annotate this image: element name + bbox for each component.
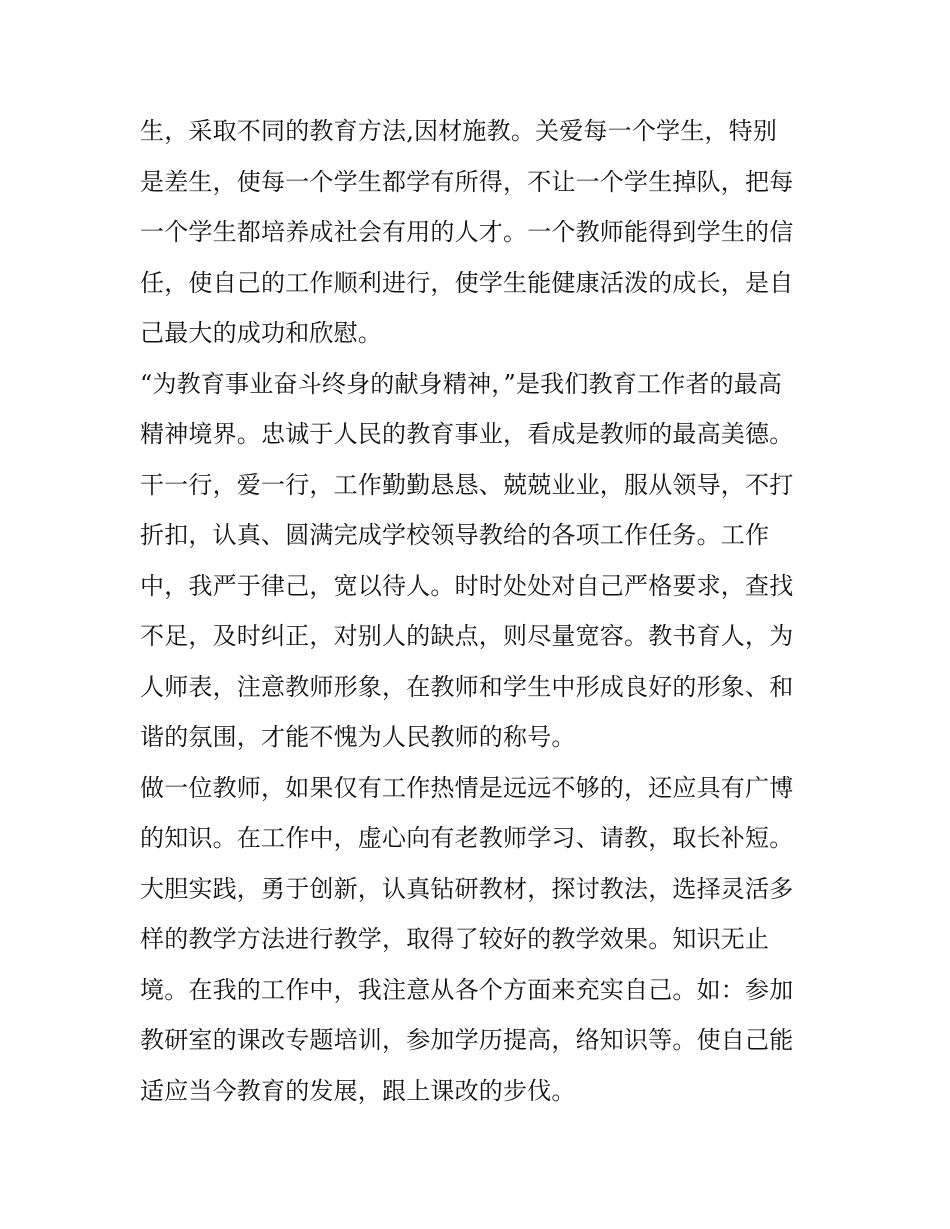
text-line: 干一行，爱一行，工作勤勤恳恳、兢兢业业，服从领导，不打: [140, 470, 794, 499]
text-line: 生，采取不同的教育方法,因材施教。关爱每一个学生，特别: [140, 117, 778, 145]
text-line: 大胆实践，勇于创新，认真钻研教材，探讨教法，选择灵活多: [140, 874, 794, 903]
paragraph-3: [140, 763, 815, 1117]
text-line: 适应当今教育的发展，跟上课改的步伐。: [140, 1076, 576, 1105]
text-line: 己最大的成功和欣慰。: [140, 319, 382, 347]
text-line: 是差生，使每一个学生都学有所得，不让一个学生掉队，把每: [140, 167, 794, 196]
text-line: 精神境界。忠诚于人民的教育事业，看成是教师的最高美德。: [140, 420, 794, 448]
text-line: 教研室的课改专题培训，参加学历提高，络知识等。使自己能: [140, 1026, 794, 1054]
text-line: 一个学生都培养成社会有用的人才。一个教师能得到学生的信: [140, 218, 794, 246]
text-line: 谐的氛围，才能不愧为人民教师的称号。: [140, 723, 576, 751]
paragraph-1: [140, 106, 815, 359]
text-line: 不足，及时纠正，对别人的缺点，则尽量宽容。教书育人，为: [140, 622, 794, 650]
document-body: [140, 106, 815, 1116]
text-line: 样的教学方法进行教学，取得了较好的教学效果。知识无止: [140, 925, 770, 953]
text-line: “为教育事业奋斗终身的献身精神，”是我们教育工作者的最高: [140, 369, 783, 398]
text-line: 中，我严于律己，宽以待人。时时处处对自己严格要求，查找: [140, 571, 794, 600]
text-line: 任，使自己的工作顺利进行，使学生能健康活泼的成长，是自: [140, 268, 794, 297]
text-line: 折扣，认真、圆满完成学校领导教给的各项工作任务。工作: [140, 521, 770, 549]
text-line: 人师表，注意教师形象，在教师和学生中形成良好的形象、和: [140, 672, 794, 701]
paragraph-2: [140, 359, 815, 763]
text-line: 境。在我的工作中，我注意从各个方面来充实自己。如：参加: [140, 975, 794, 1004]
text-line: 的知识。在工作中，虚心向有老教师学习、请教，取长补短。: [140, 824, 794, 852]
text-line: 做一位教师，如果仅有工作热情是远远不够的，还应具有广博: [140, 773, 794, 802]
